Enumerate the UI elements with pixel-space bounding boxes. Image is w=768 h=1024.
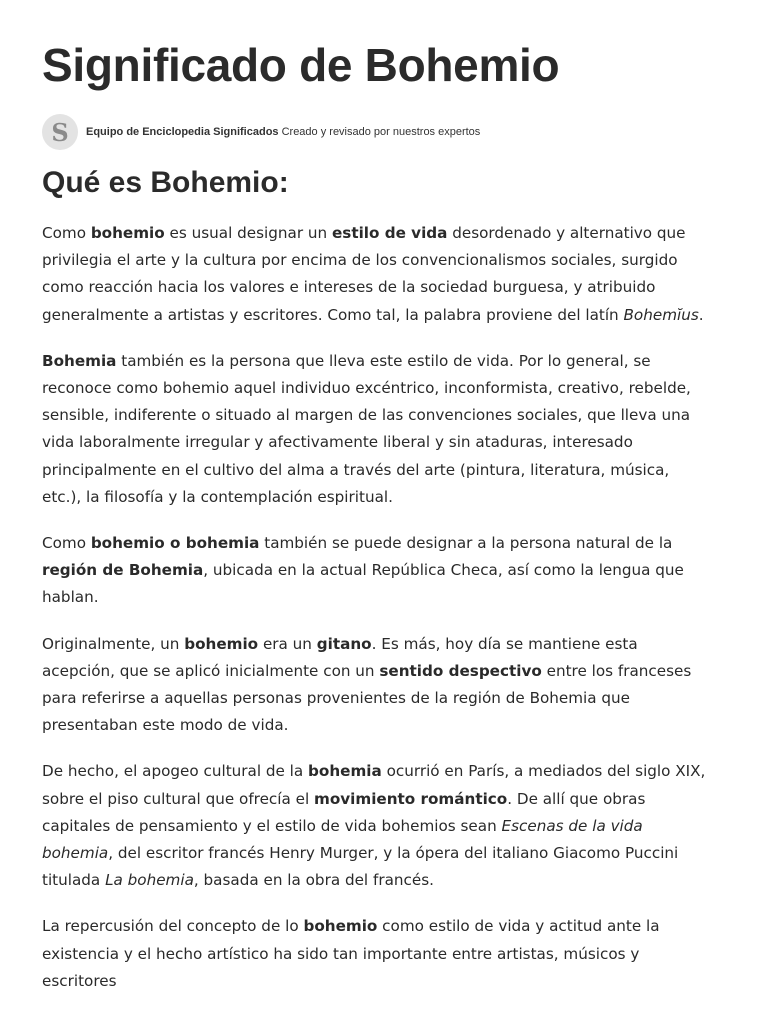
text-run: . Es más, hoy día se mantiene esta acepción, que se aplicó inicialmente con un <box>42 634 638 680</box>
text-run: Como <box>42 224 91 242</box>
bold-text: Bohemia <box>42 351 117 370</box>
page-title: Significado de Bohemio <box>42 39 560 91</box>
text-run: ocurrió en París, a mediados del siglo XIX, sobre el piso cultural que ofrecía el <box>42 762 706 808</box>
text-run: también se puede designar a la persona natural de la <box>259 534 673 553</box>
italic-text: Bohemĭus <box>623 305 699 324</box>
byline-text <box>86 126 480 138</box>
text-run: como estilo de vida y actitud ante la existencia y el hecho artístico ha sido tan importante entre artistas, músicos y escritores <box>42 917 660 990</box>
paragraph <box>42 530 712 612</box>
text-run: era un <box>258 634 317 653</box>
bold-text: sentido despectivo <box>379 661 542 680</box>
bold-text: gitano <box>316 634 372 653</box>
article-body <box>42 220 712 1014</box>
bold-text: bohemio <box>303 917 378 936</box>
text-run: Como <box>42 534 91 553</box>
text-run: , ubicada en la actual República Checa, así como la lengua que hablan. <box>42 561 684 607</box>
italic-text: La bohemia <box>105 871 194 890</box>
byline-note: Creado y revisado por nuestros expertos <box>278 126 481 138</box>
text-run: entre los franceses para referirse a aquellas personas provenientes de la región de Bohemia que presentaban este modo de vida. <box>42 661 692 735</box>
paragraph <box>42 220 712 329</box>
paragraph <box>42 348 712 511</box>
text-run: , basada en la obra del francés. <box>193 871 434 890</box>
avatar: S <box>42 114 78 150</box>
text-run: . De allí que obras capitales de pensamiento y el estilo de vida bohemios sean <box>42 789 646 835</box>
author-name[interactable]: Equipo de Enciclopedia Significados <box>86 126 279 138</box>
paragraph <box>42 631 712 740</box>
bold-text: bohemia <box>308 762 382 781</box>
text-run: también es la persona que lleva este estilo de vida. Por lo general, se reconoce como bohemio aquel individuo excéntrico, inconformista, creativo, rebelde, sensible, indiferente o situado al margen de las convenciones sociales, que lleva una vida laboralmente irregular y afectivamente liberal y sin ataduras, interesado principalmente en el cultivo del alma a través del arte (pintura, literatura, música, etc.), la filosofía y la contemplación espiritual. <box>42 351 691 506</box>
italic-text: Escenas de la vida bohemia <box>42 816 643 863</box>
text-run: desordenado y alternativo que privilegia el arte y la cultura por encima de los convencionalismos sociales, surgido como reacción hacia los valores e intereses de la sociedad burguesa, y atribuido generalmente a artistas y escritores. Como tal, la palabra proviene del latín <box>42 224 686 324</box>
bold-text: bohemio o bohemia <box>90 534 260 553</box>
bold-text: bohemio <box>90 224 165 242</box>
section-heading: Qué es Bohemio: <box>42 166 289 199</box>
text-run: De hecho, el apogeo cultural de la <box>42 762 309 781</box>
text-run: La repercusión del concepto de lo <box>42 917 304 936</box>
bold-text: región de Bohemia <box>42 561 204 580</box>
bold-text: estilo de vida <box>331 224 448 242</box>
text-run: Originalmente, un <box>42 634 185 653</box>
text-run: , del escritor francés Henry Murger, y la ópera del italiano Giacomo Puccini titulada <box>42 844 679 890</box>
byline <box>42 114 480 150</box>
paragraph <box>42 913 712 995</box>
text-run: es usual designar un <box>164 224 332 242</box>
bold-text: bohemio <box>184 634 259 653</box>
paragraph <box>42 758 712 894</box>
text-run: . <box>698 305 704 324</box>
bold-text: movimiento romántico <box>314 789 508 808</box>
